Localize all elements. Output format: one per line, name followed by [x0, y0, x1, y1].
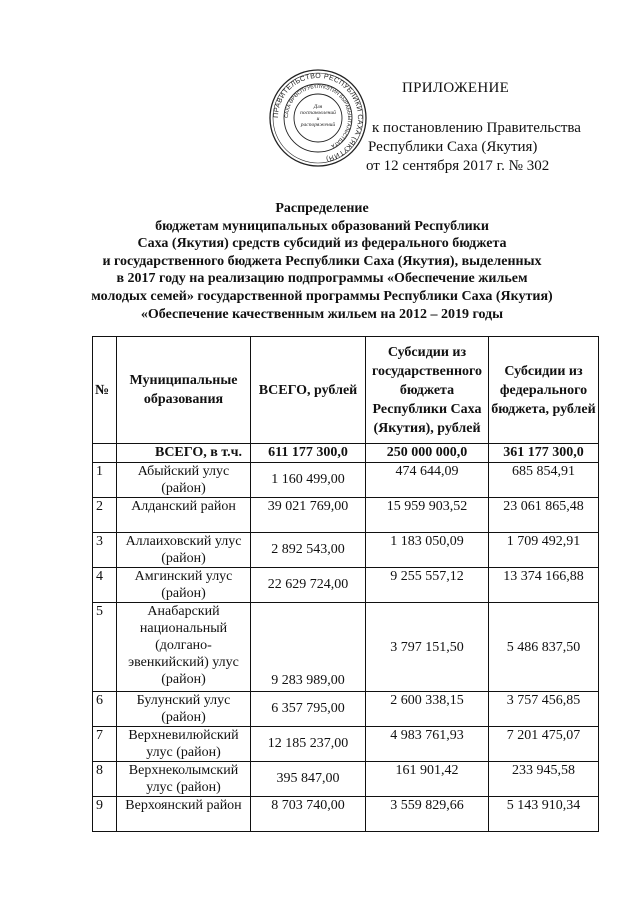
row-state: 474 644,09 — [366, 463, 489, 498]
table-row — [93, 797, 599, 832]
table-row — [93, 498, 599, 533]
row-state: 1 183 050,09 — [366, 533, 489, 568]
row-num: 6 — [93, 692, 117, 727]
row-num: 3 — [93, 533, 117, 568]
seal-ring-text: ПРАВИТЕЛЬСТВО РЕСПУБЛИКИ САХА (ЯКУТИЯ) — [272, 72, 364, 163]
table-row — [93, 533, 599, 568]
row-total: 39 021 769,00 — [251, 498, 366, 533]
subsidy-table — [92, 336, 599, 832]
row-name: Амгинский улус (район) — [117, 568, 251, 603]
table-row — [93, 692, 599, 727]
table-row — [93, 727, 599, 762]
seal-center-text: Для постановлений и распоряжений — [300, 104, 336, 128]
row-federal: 1 709 492,91 — [489, 533, 599, 568]
row-state: 3 797 151,50 — [366, 603, 489, 692]
total-federal: 361 177 300,0 — [489, 444, 599, 463]
row-federal: 5 143 910,34 — [489, 797, 599, 832]
total-row — [93, 444, 599, 463]
header-name: Муниципальные образования — [117, 337, 251, 444]
title-line: «Обеспечение качественным жильем на 2012 – 2019 годы — [140, 306, 504, 322]
total-num-cell — [93, 444, 117, 463]
header-state: Субсидии из государственного бюджета Республики Саха (Якутия), рублей — [366, 337, 489, 444]
row-name: Анабарский национальный (долгано-эвенкийский) улус (район) — [117, 603, 251, 692]
row-federal: 233 945,58 — [489, 762, 599, 797]
table-row — [93, 603, 599, 692]
title-line: и государственного бюджета Республики Саха (Якутия), выделенных — [102, 253, 542, 269]
row-federal: 23 061 865,48 — [489, 498, 599, 533]
row-total: 2 892 543,00 — [251, 533, 366, 568]
row-state: 9 255 557,12 — [366, 568, 489, 603]
row-state: 161 901,42 — [366, 762, 489, 797]
table-row — [93, 568, 599, 603]
appendix-label: ПРИЛОЖЕНИЕ — [402, 80, 510, 96]
header-line-3: от 12 сентября 2017 г. № 302 — [366, 158, 550, 174]
title-line: бюджетам муниципальных образований Республики — [155, 218, 489, 234]
table-header-row — [93, 337, 599, 444]
row-name: Алданский район — [117, 498, 251, 533]
row-name: Аллаиховский улус (район) — [117, 533, 251, 568]
row-num: 9 — [93, 797, 117, 832]
row-state: 4 983 761,93 — [366, 727, 489, 762]
row-federal: 685 854,91 — [489, 463, 599, 498]
total-state: 250 000 000,0 — [366, 444, 489, 463]
row-name: Абыйский улус (район) — [117, 463, 251, 498]
row-num: 4 — [93, 568, 117, 603]
row-num: 5 — [93, 603, 117, 692]
row-num: 8 — [93, 762, 117, 797]
table-row — [93, 463, 599, 498]
header-line-2: Республики Саха (Якутия) — [368, 139, 538, 155]
row-state: 15 959 903,52 — [366, 498, 489, 533]
row-num: 7 — [93, 727, 117, 762]
header-federal: Субсидии из федерального бюджета, рублей — [489, 337, 599, 444]
row-total: 12 185 237,00 — [251, 727, 366, 762]
row-name: Булунский улус (район) — [117, 692, 251, 727]
row-num: 2 — [93, 498, 117, 533]
row-federal: 5 486 837,50 — [489, 603, 599, 692]
row-name: Верхневилюйский улус (район) — [117, 727, 251, 762]
header-total: ВСЕГО, рублей — [251, 337, 366, 444]
document-title — [40, 200, 604, 323]
title-line: в 2017 году на реализацию подпрограммы «Обеспечение жильем — [116, 271, 528, 287]
row-total: 9 283 989,00 — [251, 603, 366, 692]
row-total: 395 847,00 — [251, 762, 366, 797]
row-total: 22 629 724,00 — [251, 568, 366, 603]
title-line: Саха (Якутия) средств субсидий из федерального бюджета — [137, 236, 507, 252]
title-line: молодых семей» государственной программы Республики Саха (Якутия) — [91, 288, 553, 304]
seal-inner-text: САХА ӨРӨСПУУБҮЛҮКЭТИН БЫРАБЫЫТАЛЬСТБАТА — [283, 83, 353, 149]
row-total: 6 357 795,00 — [251, 692, 366, 727]
row-total: 8 703 740,00 — [251, 797, 366, 832]
header-num: № — [93, 337, 117, 444]
table-row — [93, 762, 599, 797]
row-federal: 3 757 456,85 — [489, 692, 599, 727]
row-num: 1 — [93, 463, 117, 498]
row-name: Верхнеколымский улус (район) — [117, 762, 251, 797]
row-federal: 13 374 166,88 — [489, 568, 599, 603]
header-line-1: к постановлению Правительства — [372, 120, 581, 136]
row-state: 3 559 829,66 — [366, 797, 489, 832]
total-label: ВСЕГО, в т.ч. — [117, 444, 251, 463]
title-line: Распределение — [275, 201, 369, 216]
row-name: Верхоянский район — [117, 797, 251, 832]
row-state: 2 600 338,15 — [366, 692, 489, 727]
row-total: 1 160 499,00 — [251, 463, 366, 498]
row-federal: 7 201 475,07 — [489, 727, 599, 762]
total-all: 611 177 300,0 — [251, 444, 366, 463]
